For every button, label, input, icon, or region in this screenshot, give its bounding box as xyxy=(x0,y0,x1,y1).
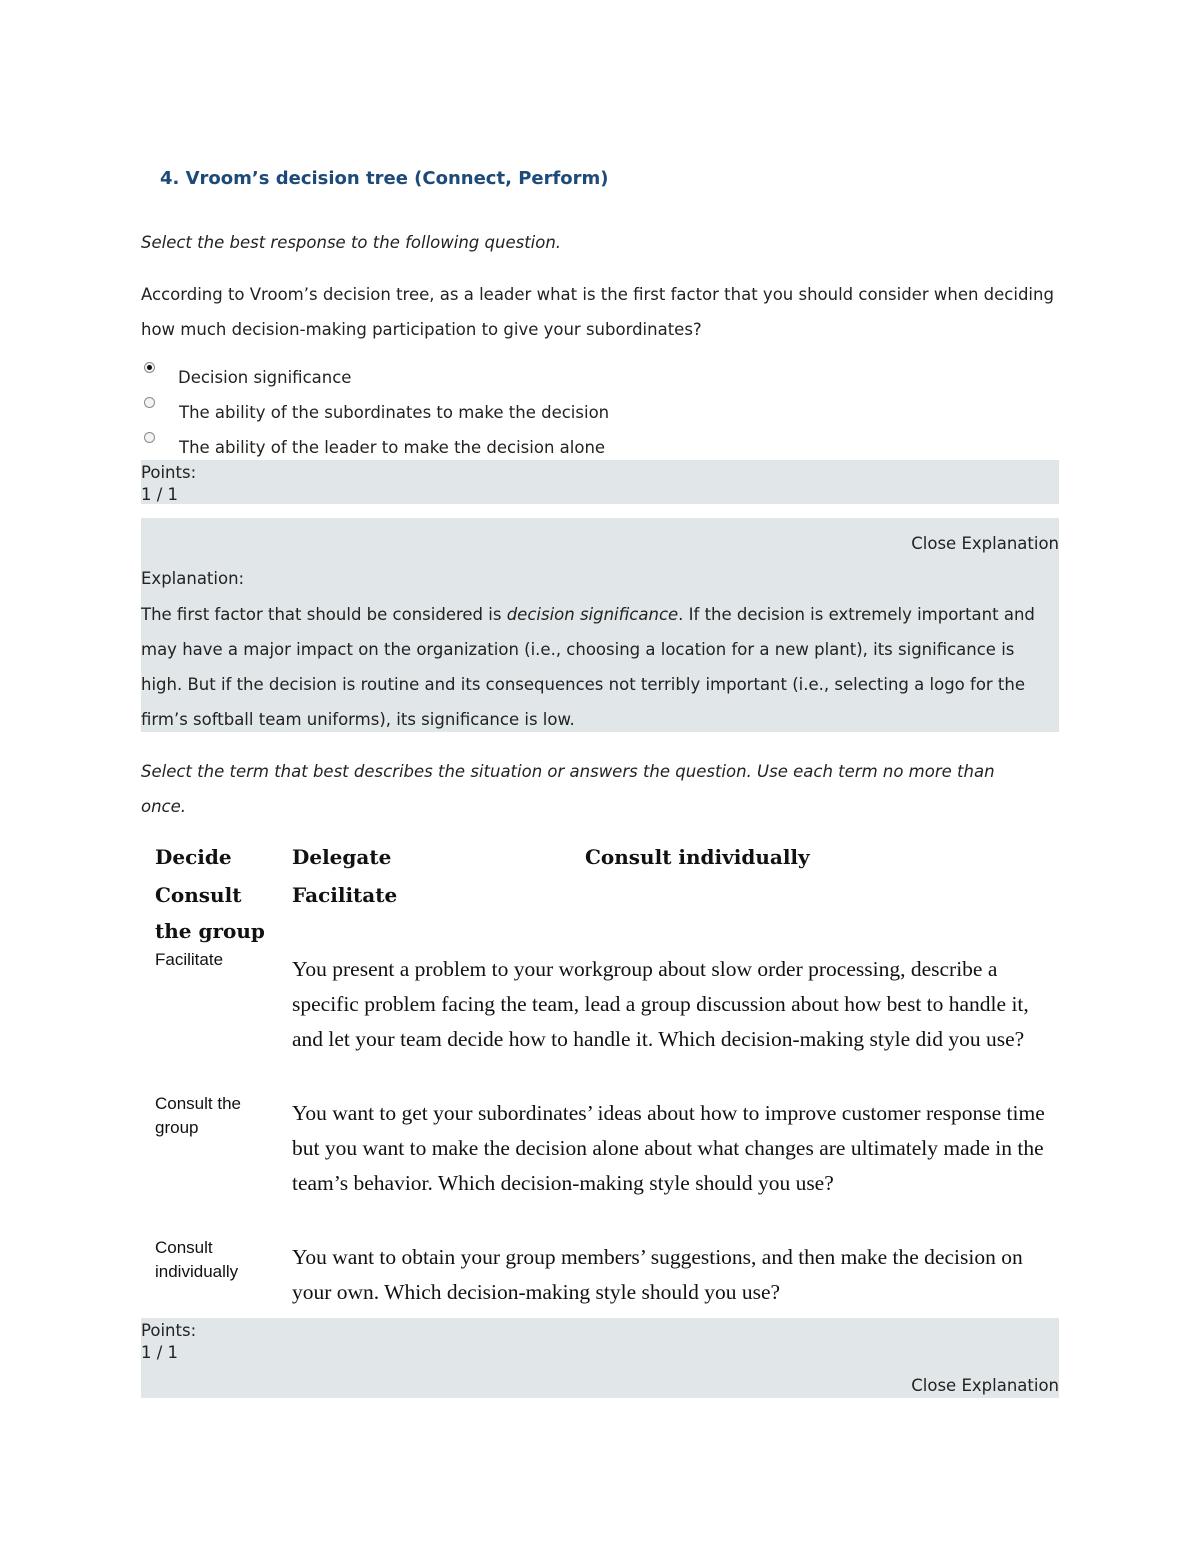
radio-unselected-icon[interactable] xyxy=(144,397,155,408)
term-facilitate: Facilitate xyxy=(292,883,398,907)
match-answer-1[interactable]: Facilitate xyxy=(155,950,224,969)
option-label: The ability of the subordinates to make the decision xyxy=(179,403,610,422)
option-subordinates-ability[interactable] xyxy=(141,399,1061,434)
option-label: Decision significance xyxy=(178,368,352,387)
question-title: 4. Vroom’s decision tree (Connect, Perform) xyxy=(160,168,609,189)
close-explanation-link[interactable]: Close Explanation xyxy=(911,534,1059,553)
points-label: Points: xyxy=(141,463,197,482)
points-value: 1 / 1 xyxy=(141,485,179,504)
match-question-2: You want to get your subordinates’ ideas about how to improve customer response time but you want to make the decision alone about what changes are ultimately made in the team’s behavior. Which decision-making style should you use? xyxy=(292,1101,1045,1195)
points-value: 1 / 1 xyxy=(141,1343,179,1362)
points-box xyxy=(141,460,1059,504)
explanation-box xyxy=(141,518,1059,732)
points-box xyxy=(141,1318,1059,1398)
term-consult-the-group-line1: Consult xyxy=(155,883,242,907)
match-answer-2[interactable]: Consult the group xyxy=(155,1094,241,1137)
question-prompt: According to Vroom’s decision tree, as a leader what is the first factor that you should consider when deciding how much decision-making participation to give your subordinates? xyxy=(141,285,1054,339)
term-delegate: Delegate xyxy=(292,845,392,869)
close-explanation-link[interactable]: Close Explanation xyxy=(911,1376,1059,1395)
matching-instruction: Select the term that best describes the situation or answers the question. Use each term no more than once. xyxy=(141,762,995,816)
radio-selected-icon[interactable] xyxy=(144,362,155,373)
term-consult-the-group-line2: the group xyxy=(155,919,265,943)
term-decide: Decide xyxy=(155,845,232,869)
question-instruction: Select the best response to the following question. xyxy=(141,233,562,252)
match-question-1: You present a problem to your workgroup about slow order processing, describe a specific problem facing the team, lead a group discussion about how best to handle it, and let your team decide how to handle it. Which decision-making style did you use? xyxy=(292,957,1029,1051)
option-label: The ability of the leader to make the decision alone xyxy=(179,438,606,457)
match-question-3: You want to obtain your group members’ suggestions, and then make the decision on your own. Which decision-making style should you use? xyxy=(292,1245,1023,1304)
radio-unselected-icon[interactable] xyxy=(144,432,155,443)
explanation-emphasis: decision significance xyxy=(506,605,679,624)
term-consult-individually: Consult individually xyxy=(585,845,810,869)
explanation-label: Explanation: xyxy=(141,569,245,588)
explanation-text: The first factor that should be considered is decision significance. If the decision is extremely important and may have a major impact on the organization (i.e., choosing a location for a new plant), its significance is high. But if the decision is routine and its consequences not terribly important (i.e., selecting a logo for the firm’s softball team uniforms), its significance is low. xyxy=(141,605,1035,729)
match-answer-3[interactable]: Consult individually xyxy=(155,1238,239,1281)
option-decision-significance[interactable] xyxy=(141,364,1061,399)
points-label: Points: xyxy=(141,1321,197,1340)
